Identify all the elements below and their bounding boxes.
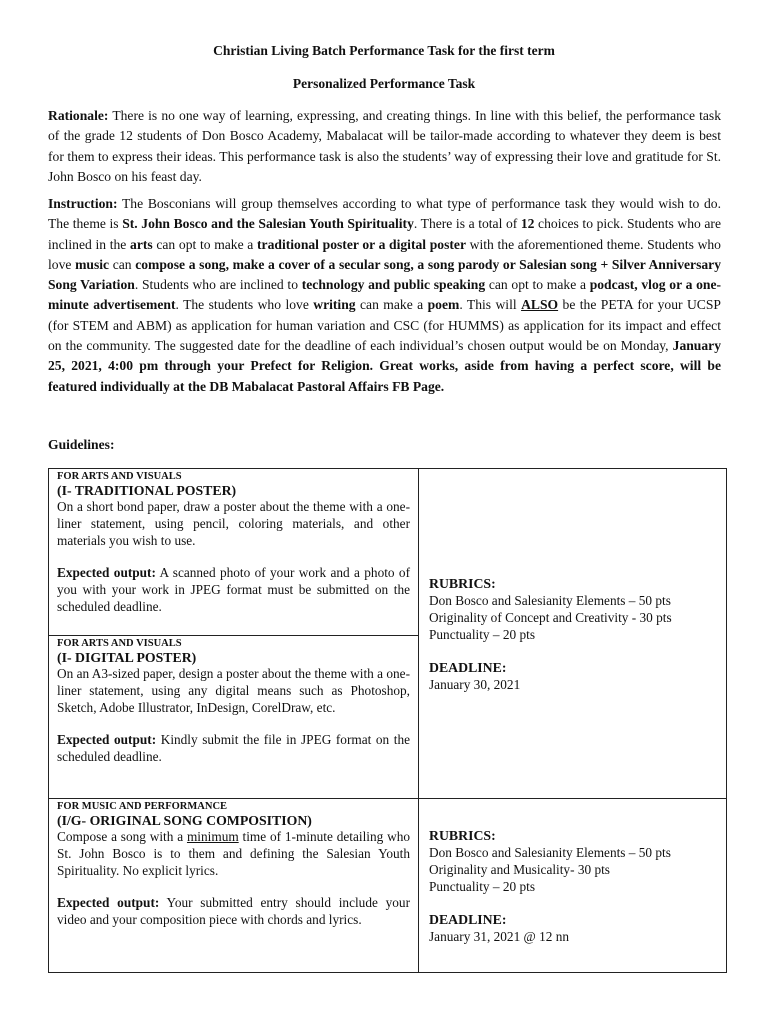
rubric-item: Don Bosco and Salesianity Elements – 50 pts: [429, 844, 671, 860]
rubric-item: Punctuality – 20 pts: [429, 878, 536, 894]
document-subtitle: Personalized Performance Task: [292, 76, 476, 91]
instruction-choice-count: 12: [520, 216, 535, 232]
rubric-item: Originality of Concept and Creativity - 30 pts: [429, 609, 672, 625]
instruction-emphasis: compose a song, make a cover of a secular song, a song parody or Salesian song + Silver Anniversary Song Variation: [48, 256, 721, 293]
expected-output-text: A scanned photo of your work and a photo of you with your work in JPEG format must be submitted on the scheduled deadline.: [57, 565, 410, 614]
task-description-text: time of 1-minute detailing who St. John Bosco is to them and defining the Salesian Youth Spirituality. No explicit lyrics.: [57, 829, 410, 878]
expected-output-label: Expected output:: [57, 895, 160, 911]
instruction-text: choices to pick. Students who are inclined in the: [48, 216, 721, 252]
instruction-text: . There is a total of: [413, 216, 521, 232]
instruction-theme: St. John Bosco and the Salesian Youth Spirituality: [122, 216, 414, 232]
task-description: On a short bond paper, draw a poster about the theme with a one-liner statement, using pencil, coloring materials, and other materials you wish to use.: [57, 499, 410, 548]
instruction-emphasis: arts: [130, 236, 153, 252]
rationale-label: Rationale:: [48, 108, 109, 123]
task-description: [57, 829, 410, 879]
deadline-heading: DEADLINE:: [429, 659, 507, 675]
guidelines-label: Guidelines:: [48, 437, 115, 452]
task-cell-traditional-poster: [49, 469, 419, 636]
guidelines-table: [48, 468, 727, 973]
instruction-deadline-note: January 25, 2021, 4:00 pm through your Prefect for Religion. Great works, aside from having a perfect score, will be featured individually at the DB Mabalacat Pastoral Affairs FB Page.: [48, 338, 721, 394]
task-name: (I- DIGITAL POSTER): [57, 650, 197, 665]
rationale-text: There is no one way of learning, expressing, and creating things. In line with this belief, the performance task of the grade 12 students of Don Bosco Academy, Mabalacat will be tailor-made according to whatever they deem is best for them to express their ideas. This performance task is also the students’ way of expressing their love and gratitude for St. John Bosco on his feast day.: [48, 108, 721, 184]
instruction-emphasis: poem: [427, 297, 460, 313]
task-name: (I- TRADITIONAL POSTER): [57, 483, 237, 498]
instruction-emphasis: music: [75, 256, 110, 272]
instruction-text: . This will: [459, 297, 522, 313]
deadline-heading: DEADLINE:: [429, 911, 507, 927]
deadline-date: January 30, 2021: [429, 676, 521, 692]
expected-output-text: Your submitted entry should include your video and your composition piece with chords and lyrics.: [57, 895, 410, 928]
task-description-text: Compose a song with a: [57, 829, 187, 844]
instruction-label: Instruction:: [48, 196, 118, 211]
instruction-text: . Students who are inclined to: [134, 277, 302, 293]
instruction-text: The Bosconians will group themselves according to what type of performance task they would wish to do. The theme is: [48, 196, 722, 232]
task-cell-digital-poster: [49, 636, 419, 799]
task-expected-output: [57, 732, 410, 766]
task-category: FOR ARTS AND VISUALS: [57, 638, 182, 649]
task-description-emphasis: minimum: [186, 829, 239, 844]
instruction-text: can make a: [355, 297, 428, 313]
document-title: Christian Living Batch Performance Task for the first term: [213, 43, 555, 58]
rubric-item: Originality and Musicality- 30 pts: [429, 861, 610, 877]
expected-output-label: Expected output:: [57, 565, 156, 581]
instruction-text: . The students who love: [175, 297, 314, 313]
instruction-emphasis: podcast, vlog or a one-minute advertisement: [48, 277, 721, 313]
task-expected-output: [57, 565, 410, 615]
task-category: FOR ARTS AND VISUALS: [57, 471, 182, 482]
task-expected-output: [57, 895, 410, 929]
task-cell-song-composition: [49, 799, 419, 973]
instruction-text: can: [109, 256, 136, 272]
instruction-emphasis: ALSO: [521, 297, 559, 313]
instruction-emphasis: traditional poster or a digital poster: [257, 236, 466, 252]
instruction-emphasis: writing: [313, 297, 356, 313]
rubric-cell-arts: [419, 469, 727, 799]
instruction-emphasis: technology and public speaking: [301, 277, 486, 293]
instruction-text: with the aforementioned theme. Students who love: [48, 236, 721, 272]
rubric-cell-music: [419, 799, 727, 973]
instruction-text: be the PETA for your UCSP (for STEM and ABM) as application for human variation and CSC (for HUMMS) as application for its impact and effect on the community. The suggested date for the deadline of each individual’s chosen output would be on Monday,: [48, 297, 721, 354]
rubrics-heading: RUBRICS:: [429, 575, 496, 591]
task-name: (I/G- ORIGINAL SONG COMPOSITION): [57, 813, 312, 828]
deadline-date: January 31, 2021 @ 12 nn: [429, 928, 570, 944]
expected-output-text: Kindly submit the file in JPEG format on the scheduled deadline.: [57, 732, 410, 765]
expected-output-label: Expected output:: [57, 732, 157, 748]
task-description: On an A3-sized paper, design a poster about the theme with a one-liner statement, using any digital means such as Photoshop, Sketch, Adobe Illustrator, InDesign, CorelDraw, etc.: [57, 666, 410, 715]
table-row: [49, 799, 727, 973]
instruction-text: can opt to make a: [485, 277, 590, 293]
rubric-item: Punctuality – 20 pts: [429, 626, 536, 642]
task-category: FOR MUSIC AND PERFORMANCE: [57, 801, 228, 812]
rubrics-heading: RUBRICS:: [429, 827, 496, 843]
table-row: [49, 469, 727, 636]
rubric-item: Don Bosco and Salesianity Elements – 50 pts: [429, 592, 671, 608]
instruction-text: can opt to make a: [152, 236, 258, 252]
instruction-paragraph: [48, 194, 721, 397]
rationale-paragraph: [48, 106, 721, 187]
